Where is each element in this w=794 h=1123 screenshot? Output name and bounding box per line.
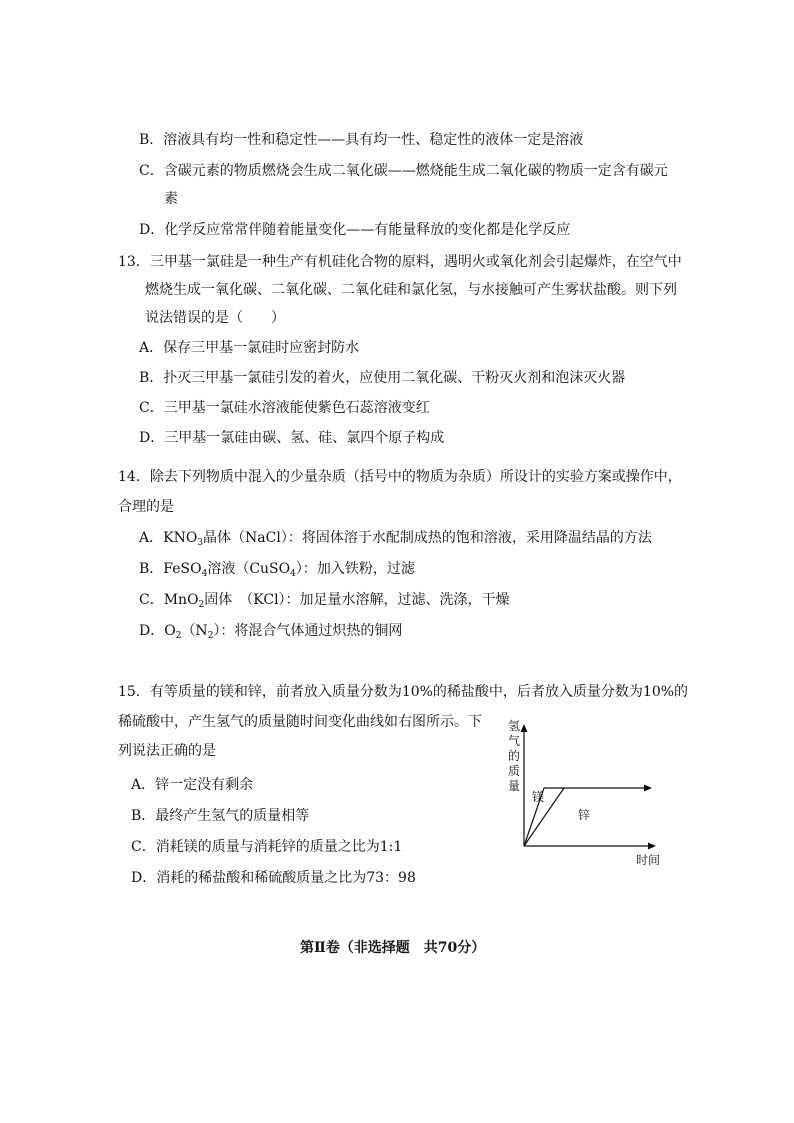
y-axis-label <box>508 719 520 793</box>
q14-b-sub1: 4 <box>201 569 208 579</box>
q15-stem-line1: 15．有等质量的镁和锌，前者放入质量分数为10%的稀盐酸中，后者放入质量分数为10%的 <box>118 684 689 700</box>
q13-option-b: B．扑灭三甲基一氯硅引发的着火，应使用二氧化碳、干粉灭火剂和泡沫灭火器 <box>139 370 626 386</box>
y-label-char: 的 <box>508 749 521 763</box>
q14-d-part2: （N <box>181 623 208 639</box>
q13-stem-line1: 13．三甲基一氯硅是一种生产有机硅化合物的原料，遇明火或氧化剂会引起爆炸，在空气中 <box>118 254 682 270</box>
q14-a-sub1: 3 <box>197 538 204 548</box>
q14-a-part1: A．KNO <box>139 530 198 546</box>
q14-c-part2: 固体 （KCl）：加足量水溶解，过滤、洗涤，干燥 <box>204 592 510 608</box>
q12-option-d: D．化学反应常常伴随着能量变化——有能量释放的变化都是化学反应 <box>139 222 571 238</box>
q14-option-c <box>139 590 510 610</box>
q14-b-sub2: 4 <box>290 569 296 579</box>
magnesium-curve-label: 镁 <box>532 790 545 804</box>
q15-stem-line2: 稀硫酸中，产生氢气的质量随时间变化曲线如右图所示。下 <box>118 714 482 730</box>
y-label-char: 量 <box>508 779 521 793</box>
q13-stem-line2: 燃烧生成一氧化碳、二氧化碳、二氧化硅和氯化氢，与水接触可产生雾状盐酸。则下列 <box>145 282 677 298</box>
q14-option-d <box>139 621 402 641</box>
q15-option-a: A．锌一定没有剩余 <box>131 777 254 793</box>
section-title: 第Ⅱ卷（非选择题 共70分） <box>300 940 486 956</box>
zinc-curve-label: 锌 <box>578 808 591 822</box>
q13-option-d: D．三甲基一氯硅由碳、氢、硅、氯四个原子构成 <box>139 430 445 446</box>
y-label-char: 氢 <box>508 719 521 733</box>
q14-c-part1: C．MnO <box>139 592 199 608</box>
y-axis-arrow-icon <box>521 724 528 732</box>
q14-a-part2: 晶体（NaCl）：将固体溶于水配制成热的饱和溶液，采用降温结晶的方法 <box>203 530 652 546</box>
plateau-arrow-icon <box>644 785 652 792</box>
q12-option-b: B．溶液具有均一性和稳定性——具有均一性、稳定性的液体一定是溶液 <box>139 132 584 148</box>
x-axis-label: 时间 <box>636 853 661 867</box>
q14-d-sub1: 2 <box>175 631 182 641</box>
q14-b-part1: B．FeSO <box>139 561 202 577</box>
q14-b-part3: ）：加入铁粉，过滤 <box>295 561 415 577</box>
q13-option-c: C．三甲基一氯硅水溶液能使紫色石蕊溶液变红 <box>139 400 430 416</box>
q15-option-b: B．最终产生氢气的质量相等 <box>131 808 310 824</box>
q14-b-part2: 溶液（CuSO <box>207 561 291 577</box>
q14-stem-line2: 合理的是 <box>118 499 174 515</box>
q14-d-part1: D．O <box>139 623 176 639</box>
q15-stem-line3: 列说法正确的是 <box>118 743 216 759</box>
q14-option-b <box>139 559 415 579</box>
q14-d-sub2: 2 <box>207 631 214 641</box>
x-axis-arrow-icon <box>648 843 656 850</box>
q14-stem-line1: 14．除去下列物质中混入的少量杂质（括号中的物质为杂质）所设计的实验方案或操作中， <box>118 469 682 485</box>
q15-option-d: D．消耗的稀盐酸和稀硫酸质量之比为73：98 <box>131 870 416 886</box>
y-label-char: 气 <box>508 734 521 748</box>
q14-c-sub1: 2 <box>198 600 205 610</box>
y-label-char: 质 <box>508 764 521 778</box>
q12-option-c-line2: 素 <box>164 191 178 207</box>
q14-d-part3: ）：将混合气体通过炽热的铜网 <box>213 623 403 639</box>
q14-option-a <box>139 528 652 548</box>
hydrogen-mass-graph <box>500 718 672 870</box>
q13-stem-line3: 说法错误的是（ ） <box>145 310 285 326</box>
q13-option-a: A．保存三甲基一氯硅时应密封防水 <box>139 340 360 356</box>
q12-option-c-line1: C．含碳元素的物质燃烧会生成二氧化碳——燃烧能生成二氧化碳的物质一定含有碳元 <box>139 163 668 179</box>
q15-option-c: C．消耗镁的质量与消耗锌的质量之比为1:1 <box>131 839 403 855</box>
